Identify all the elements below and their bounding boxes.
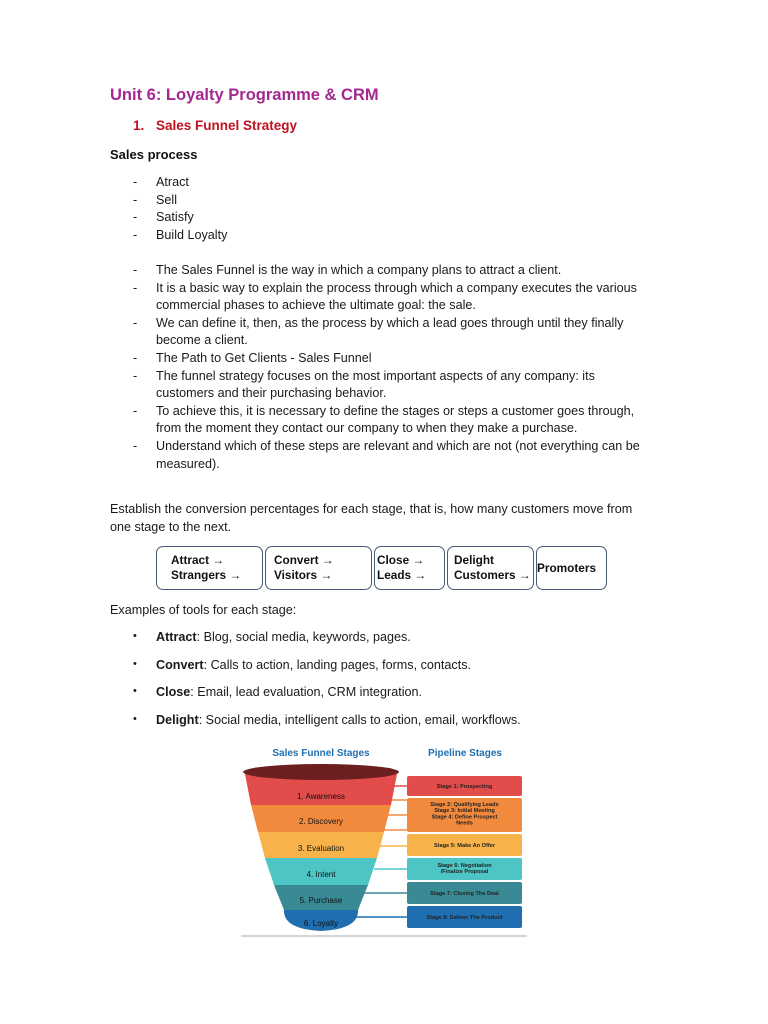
unit-heading: Unit 6: Loyalty Programme & CRM bbox=[110, 86, 379, 104]
pipeline-label bbox=[426, 915, 502, 921]
list-item: - Understand which of these steps are relevant and which are not (not everything can be measured). bbox=[133, 438, 640, 471]
pipeline-label-line: Stage 8: Deliver The Product bbox=[426, 915, 503, 921]
section-title: Sales Funnel Strategy bbox=[156, 118, 298, 133]
tools-list bbox=[133, 630, 653, 740]
dash-marker: - bbox=[133, 280, 138, 295]
list-item: • Delight: Social media, intelligent calls to action, email, workflows. bbox=[133, 712, 521, 727]
tools-intro: Examples of tools for each stage: bbox=[110, 603, 297, 617]
pipeline-label-line: Stage 6: Negotiation bbox=[437, 863, 492, 869]
pipeline-label bbox=[437, 784, 493, 790]
pipeline-label-line: /Finalize Proposal bbox=[440, 869, 489, 876]
list-item: - The Sales Funnel is the way in which a company plans to attract a client. bbox=[133, 262, 653, 280]
flow-box-promoters: Promoters bbox=[536, 546, 607, 590]
dash-marker: - bbox=[133, 192, 138, 207]
list-item: - Sell bbox=[133, 192, 653, 210]
pipeline-label bbox=[430, 891, 499, 897]
bullet-marker: • bbox=[133, 630, 137, 642]
funnel-stage-label: 2. Discovery bbox=[298, 817, 344, 826]
funnel-stage-label: 4. Intent bbox=[306, 870, 336, 879]
sales-process-subheading: Sales process bbox=[110, 147, 198, 162]
pipeline-label-line: Stage 4: Define Prospect bbox=[431, 814, 498, 821]
pipeline-label bbox=[437, 863, 492, 875]
section-heading bbox=[133, 118, 297, 133]
funnel-points-list bbox=[133, 262, 653, 473]
dash-marker: - bbox=[133, 368, 138, 383]
pipeline-label-line: Stage 3: Initial Meeting bbox=[434, 808, 495, 815]
list-item: • Close: Email, lead evaluation, CRM integration. bbox=[133, 685, 422, 699]
funnel-figure-right-title: Pipeline Stages bbox=[428, 748, 502, 759]
list-item: - It is a basic way to explain the process through which a company executes the various commercial phases to achieve the ultimate goal: the sale. bbox=[133, 280, 637, 313]
funnel-stage-label: 5. Purchase bbox=[299, 896, 343, 905]
dash-marker: - bbox=[133, 438, 138, 453]
flow-box-convert: Convert → Visitors → bbox=[265, 546, 372, 590]
funnel-rim bbox=[243, 764, 399, 780]
list-item: - To achieve this, it is necessary to define the stages or steps a customer goes through, from the moment they contact our company to when they make a purchase. bbox=[133, 403, 635, 436]
dash-marker: - bbox=[133, 175, 138, 189]
section-number: 1. bbox=[133, 118, 145, 133]
funnel-stage-label: 6. Loyalty bbox=[303, 919, 339, 928]
dash-marker: - bbox=[133, 403, 138, 418]
funnel-figure bbox=[241, 739, 527, 939]
funnel-stage-label: 1. Awareness bbox=[297, 792, 345, 801]
dash-marker: - bbox=[133, 263, 138, 277]
list-item: - The funnel strategy focuses on the most important aspects of any company: its customers and their purchasing behavior. bbox=[133, 368, 595, 401]
list-item: • Convert: Calls to action, landing pages, forms, contacts. bbox=[133, 657, 471, 672]
bullet-marker: • bbox=[133, 685, 137, 697]
dash-marker: - bbox=[133, 210, 138, 225]
pipeline-label bbox=[434, 843, 496, 849]
bullet-marker: • bbox=[133, 657, 137, 670]
pipeline-label-line: Stage 1: Prospecting bbox=[436, 784, 493, 790]
list-item: - Build Loyalty bbox=[133, 227, 653, 245]
list-item: - The Path to Get Clients - Sales Funnel bbox=[133, 350, 653, 368]
pipeline-label-line: Stage 7: Closing The Deal bbox=[430, 891, 499, 897]
list-item: - We can define it, then, as the process by which a lead goes through until they finally become a client. bbox=[133, 315, 624, 348]
pipeline-label-line: Stage 5: Make An Offer bbox=[433, 843, 496, 849]
pipeline-label-line: Stage 2: Qualifying Leads bbox=[430, 802, 499, 808]
funnel-stage-label: 3. Evaluation bbox=[297, 844, 345, 853]
funnel-figure-left-title: Sales Funnel Stages bbox=[272, 748, 370, 759]
flow-box-delight: Delight Customers → bbox=[447, 546, 534, 590]
flow-box-close: Close → Leads → bbox=[374, 546, 445, 590]
sales-process-list bbox=[133, 174, 653, 244]
conversion-paragraph: Establish the conversion percentages for each stage, that is, how many customers move from one stage to the next. bbox=[110, 502, 633, 534]
pipeline-boxes bbox=[407, 776, 522, 928]
list-item: - Satisfy bbox=[133, 209, 653, 227]
pipeline-label-line: Needs bbox=[456, 820, 473, 827]
dash-marker: - bbox=[133, 227, 138, 242]
bullet-marker: • bbox=[133, 712, 137, 725]
flow-box-attract: Attract → Strangers → bbox=[156, 546, 263, 590]
dash-marker: - bbox=[133, 350, 138, 365]
list-item: • Attract: Blog, social media, keywords, pages. bbox=[133, 630, 411, 644]
dash-marker: - bbox=[133, 315, 138, 330]
list-item: - Atract bbox=[133, 174, 653, 192]
